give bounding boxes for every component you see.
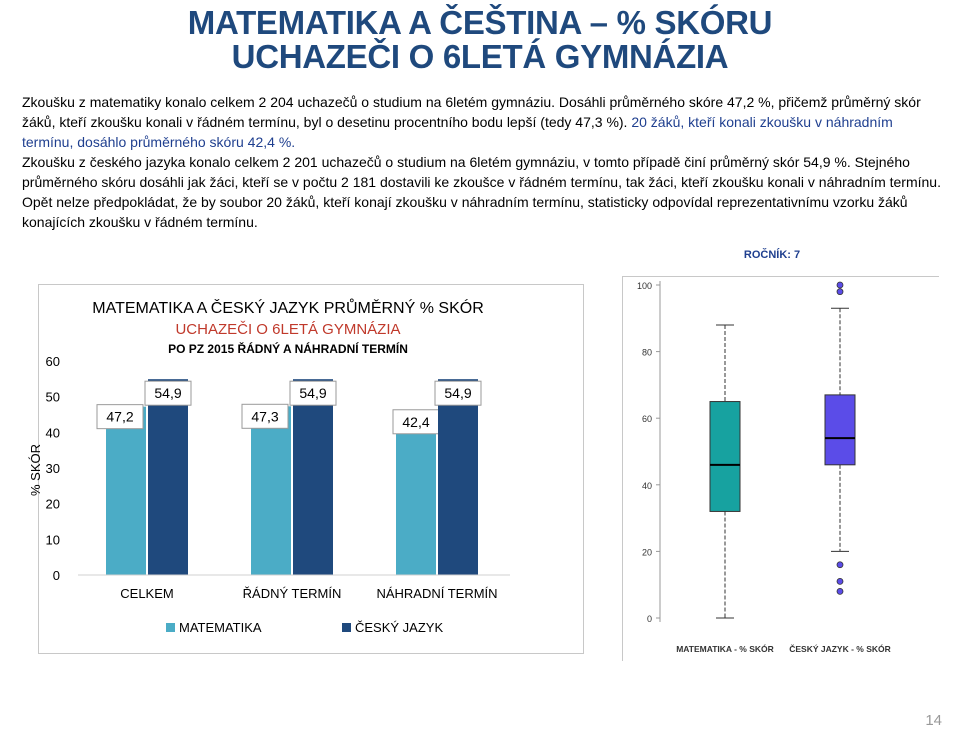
x-tick-label: NÁHRADNÍ TERMÍN [376, 586, 498, 601]
paragraph-math-highlight: 20 žáků, kteří konali zkoušku v náhradním termínu, dosáhlo průměrného skóru 42,4 %. [22, 114, 893, 150]
outlier-point [837, 562, 843, 568]
data-label: 47,3 [251, 408, 279, 425]
box [710, 402, 740, 512]
y-tick-label: 10 [45, 532, 60, 548]
chart-subtitle-2: PO PZ 2015 ŘÁDNÝ A NÁHRADNÍ TERMÍN [168, 342, 408, 356]
paragraph-czech: Zkoušku z českého jazyka konalo celkem 2 201 uchazečů o studium na 6letém gymnáziu, v tomto případě činí průměrný skór 54,9 %. Stejného průměrného skóru dosáhli jak žáci, kteří se v počtu 2 181 dostavili ke zkoušce v řádném termínu, tak žáci, kteří zkoušku konali v náhradním termínu. [22, 154, 941, 190]
chart-title: MATEMATIKA A ČESKÝ JAZYK PRŮMĚRNÝ % SKÓR [92, 300, 484, 317]
y-tick-label: 50 [45, 389, 60, 405]
outlier-point [837, 289, 843, 295]
data-label: 54,9 [299, 385, 327, 402]
title-line-2: UCHAZEČI O 6LETÁ GYMNÁZIA [231, 38, 729, 75]
boxplot-y-tick-label: 40 [641, 480, 652, 491]
boxplot-title: ROČNÍK: 7 [743, 249, 801, 261]
boxplot-y-tick-label: 80 [641, 347, 652, 358]
chart-subtitle: UCHAZEČI O 6LETÁ GYMNÁZIA [175, 321, 401, 338]
y-tick-label: 0 [52, 568, 60, 583]
boxplot-y-tick-label: 20 [641, 547, 652, 558]
outlier-point [837, 588, 843, 594]
boxplot-y-tick-label: 100 [636, 281, 652, 291]
x-tick-label: ŘÁDNÝ TERMÍN [242, 586, 342, 601]
x-tick-label: CELKEM [120, 586, 174, 601]
data-label: 42,4 [402, 413, 430, 430]
boxplot-y-tick-label: 60 [641, 414, 652, 425]
data-label: 54,9 [154, 385, 182, 402]
boxplot-x-label: MATEMATIKA - % SKÓR [676, 644, 774, 654]
boxplot-x-label: ČESKÝ JAZYK - % SKÓR [789, 644, 891, 654]
paragraph-math-main: Zkoušku z matematiky konalo celkem 2 204 uchazečů o studium na 6letém gymnáziu. Dosáhli průměrného skóre 47,2 %, přičemž průměrný skór žáků, kteří zkoušku konali v řádném termínu, byl o desetinu procentního bodu lepší (tedy 47,3 %). [22, 94, 921, 130]
boxplot-y-tick-label: 0 [646, 614, 652, 624]
outlier-point [837, 578, 843, 584]
data-label: 54,9 [444, 385, 472, 402]
paragraph-representativeness: Opět nelze předpokládat, že by soubor 20 žáků, kteří konají zkoušku v náhradním termínu, statisticky odpovídal reprezentativnímu vzorku žáků konajících zkoušku v řádném termínu. [22, 194, 908, 230]
data-label: 47,2 [106, 408, 134, 425]
y-tick-label: 30 [45, 461, 60, 476]
box [825, 395, 855, 465]
y-tick-label: 40 [45, 425, 60, 441]
y-tick-label: 20 [45, 496, 60, 512]
outlier-point [837, 282, 843, 288]
y-tick-label: 60 [45, 354, 60, 369]
legend-label: ČESKÝ JAZYK [355, 620, 444, 635]
legend-label: MATEMATIKA [179, 620, 262, 635]
title-line-1: MATEMATIKA A ČEŠTINA – % SKÓRU [187, 4, 773, 41]
page-number: 14 [925, 712, 942, 729]
y-axis-label: % SKÓR [28, 443, 43, 497]
